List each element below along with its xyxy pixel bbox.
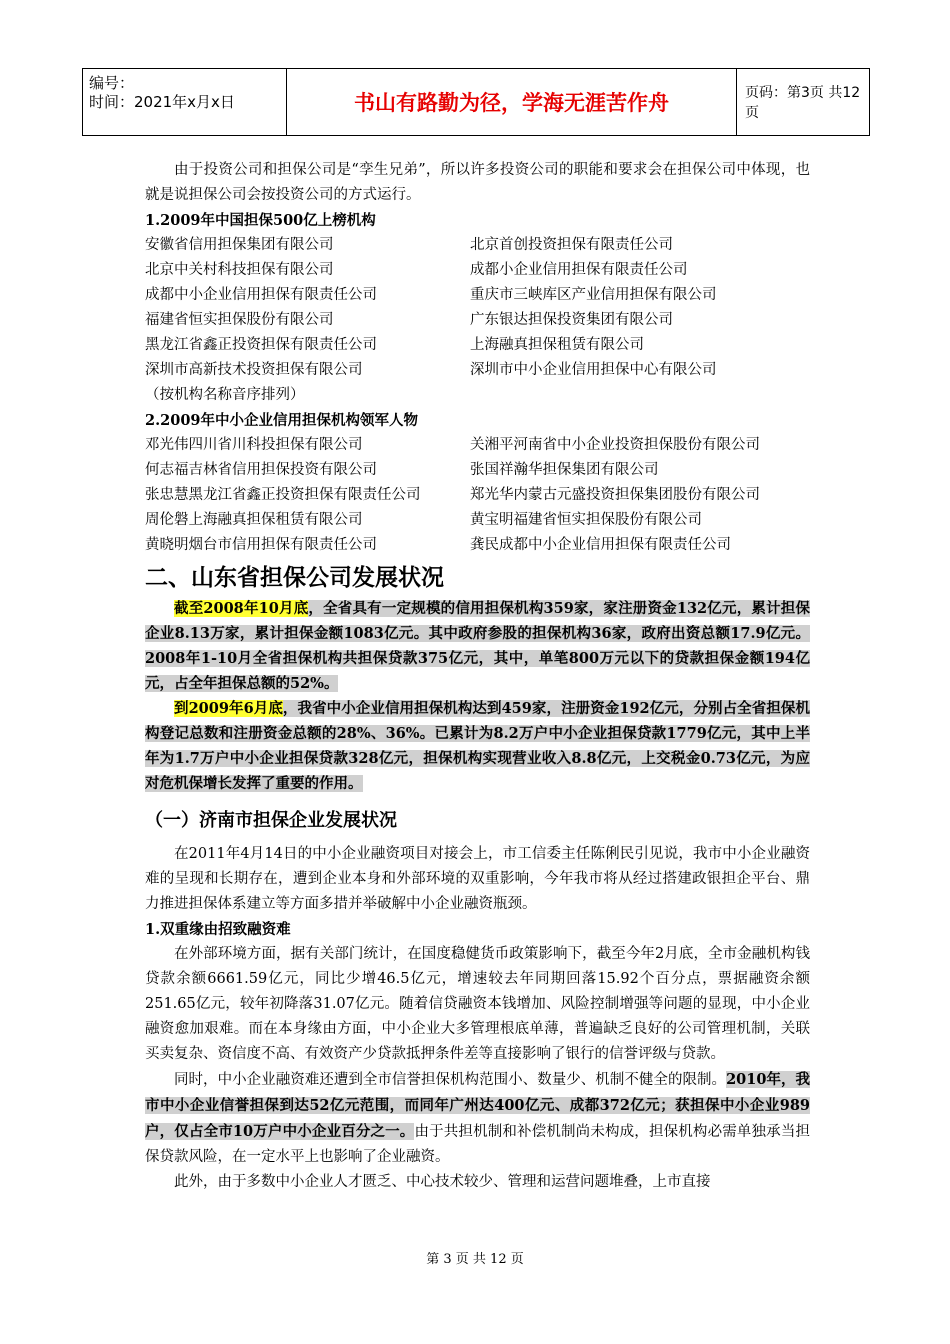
list-item: 周伦磐上海融真担保租赁有限公司 <box>145 512 363 528</box>
list-item: 黄宝明福建省恒实担保股份有限公司 <box>470 512 702 528</box>
subsection-heading-jinan: （一）济南市担保企业发展状况 <box>145 810 397 831</box>
list-item: 福建省恒实担保股份有限公司 <box>145 312 334 328</box>
section-heading-shandong: 二、山东省担保公司发展状况 <box>145 565 444 591</box>
section1-list <box>145 233 810 383</box>
list-item: 深圳市中小企业信用担保中心有限公司 <box>470 362 717 378</box>
list-item: 成都小企业信用担保有限责任公司 <box>470 262 688 278</box>
header-meta <box>83 69 287 135</box>
list-item: 张国祥瀚华担保集团有限公司 <box>470 462 659 478</box>
highlight-date-2009: 到2009年6月底 <box>174 700 283 717</box>
list-item: 何志福吉林省信用担保投资有限公司 <box>145 462 377 478</box>
list-item: 黑龙江省鑫正投资担保有限责任公司 <box>145 337 377 353</box>
document-body <box>145 158 810 1195</box>
section1-heading: 1.2009年中国担保500亿上榜机构 <box>145 212 376 229</box>
highlight-text: ，我省中小企业信用担保机构达到459家，注册资金192亿元，分别占全省担保机构登记总数和注册资金总额的28%、36%。已累计为8.2万户中小企业担保贷款1779亿元，其中上半年为1.7万户中小企业担保贷款328亿元，担保机构实现营业收入8.8亿元，上交税金0.73亿元，为应对危机保增长发挥了重要的作用。 <box>145 700 810 792</box>
list-item: 广东银达担保投资集团有限公司 <box>470 312 673 328</box>
shandong-2009-paragraph <box>145 696 810 796</box>
talent-paragraph: 此外，由于多数中小企业人才匮乏、中心技术较少、管理和运营问题堆叠，上市直接 <box>174 1174 711 1190</box>
shandong-2008-paragraph <box>145 596 810 696</box>
highlight-date-2008: 截至2008年10月底 <box>174 600 309 617</box>
list-item: 邓光伟四川省川科投担保有限公司 <box>145 437 363 453</box>
list-item: 北京首创投资担保有限责任公司 <box>470 237 673 253</box>
list-item: 北京中关村科技担保有限公司 <box>145 262 334 278</box>
paragraph-text: 由于共担机制和补偿机制尚未构成，担保机构必需单独承当担保贷款风险，在一定水平上也影响了企业融资。 <box>145 1124 810 1165</box>
header-motto: 书山有路勤为径，学海无涯苦作舟 <box>287 69 737 135</box>
list-item: 安徽省信用担保集团有限公司 <box>145 237 334 253</box>
list-item: 关湘平河南省中小企业投资担保股份有限公司 <box>470 437 760 453</box>
guarantee-limit-paragraph <box>145 1067 810 1170</box>
section1-note: （按机构名称音序排列） <box>145 387 305 403</box>
list-item: 成都中小企业信用担保有限责任公司 <box>145 287 377 303</box>
intro-paragraph: 由于投资公司和担保公司是“孪生兄弟”，所以许多投资公司的职能和要求会在担保公司中体现，也就是说担保公司会按投资公司的方式运行。 <box>145 162 810 203</box>
list-item: 郑光华内蒙古元盛投资担保集团股份有限公司 <box>470 487 760 503</box>
number-label: 编号： <box>89 74 135 92</box>
list-item: 重庆市三峡库区产业信用担保有限公司 <box>470 287 717 303</box>
list-item: 张忠慧黑龙江省鑫正投资担保有限责任公司 <box>145 487 421 503</box>
paragraph-text: 同时，中小企业融资难还遭到全市信誉担保机构范围小、数量少、机制不健全的限制。 <box>174 1072 727 1088</box>
page-number-label: 页码：第3页 共12页 <box>745 85 861 121</box>
page-footer: 第 3 页 共 12 页 <box>426 1252 524 1267</box>
external-environment-paragraph: 在外部环境方面，据有关部门统计，在国度稳健货币政策影响下，截至今年2月底，全市金融机构钱贷款余额6661.59亿元，同比少增46.5亿元，增速较去年同期回落15.92个百分点，票据融资余额251.65亿元，较年初降落31.07亿元。随着信贷融资本钱增加、风险控制增强等问题的显现，中小企业融资愈加艰难。而在本身缘由方面，中小企业大多管理根底单薄，普遍缺乏良好的公司管理机制，关联买卖复杂、资信度不高、有效资产少贷款抵押条件差等直接影响了银行的信誉评级与贷款。 <box>145 946 810 1062</box>
list-item: 深圳市高新技术投资担保有限公司 <box>145 362 363 378</box>
highlight-text: ，全省具有一定规模的信用担保机构359家，家注册资金132亿元，累计担保企业8.13万家，累计担保金额1083亿元。其中政府参股的担保机构36家，政府出资总额17.9亿元。2008年1-10月全省担保机构共担保贷款375亿元，其中，单笔800万元以下的贷款担保金额194亿元，占全年担保总额的52%。 <box>145 600 810 692</box>
page-header <box>82 68 870 136</box>
highlight-text: 2010年，我市中小企业信誉担保到达52亿元范围，而同年广州达400亿元、成都372亿元；获担保中小企业989户，仅占全市10万户中小企业百分之一。 <box>145 1071 811 1140</box>
date-label: 时间：2021年x月x日 <box>89 93 235 111</box>
list-item: 龚民成都中小企业信用担保有限责任公司 <box>470 537 731 553</box>
list-item: 上海融真担保租赁有限公司 <box>470 337 644 353</box>
list-item: 黄晓明烟台市信用担保有限责任公司 <box>145 537 377 553</box>
section2-heading: 2.2009年中小企业信用担保机构领军人物 <box>145 412 418 429</box>
section2-list <box>145 433 810 558</box>
subsection-heading-causes: 1.双重缘由招致融资难 <box>145 921 291 938</box>
jinan-intro-paragraph: 在2011年4月14日的中小企业融资项目对接会上，市工信委主任陈俐民引见说，我市中小企业融资难的呈现和长期存在，遭到企业本身和外部环境的双重影响，今年我市将从经过搭建政银担企平台、鼎力推进担保体系建立等方面多措并举破解中小企业融资瓶颈。 <box>145 846 810 912</box>
